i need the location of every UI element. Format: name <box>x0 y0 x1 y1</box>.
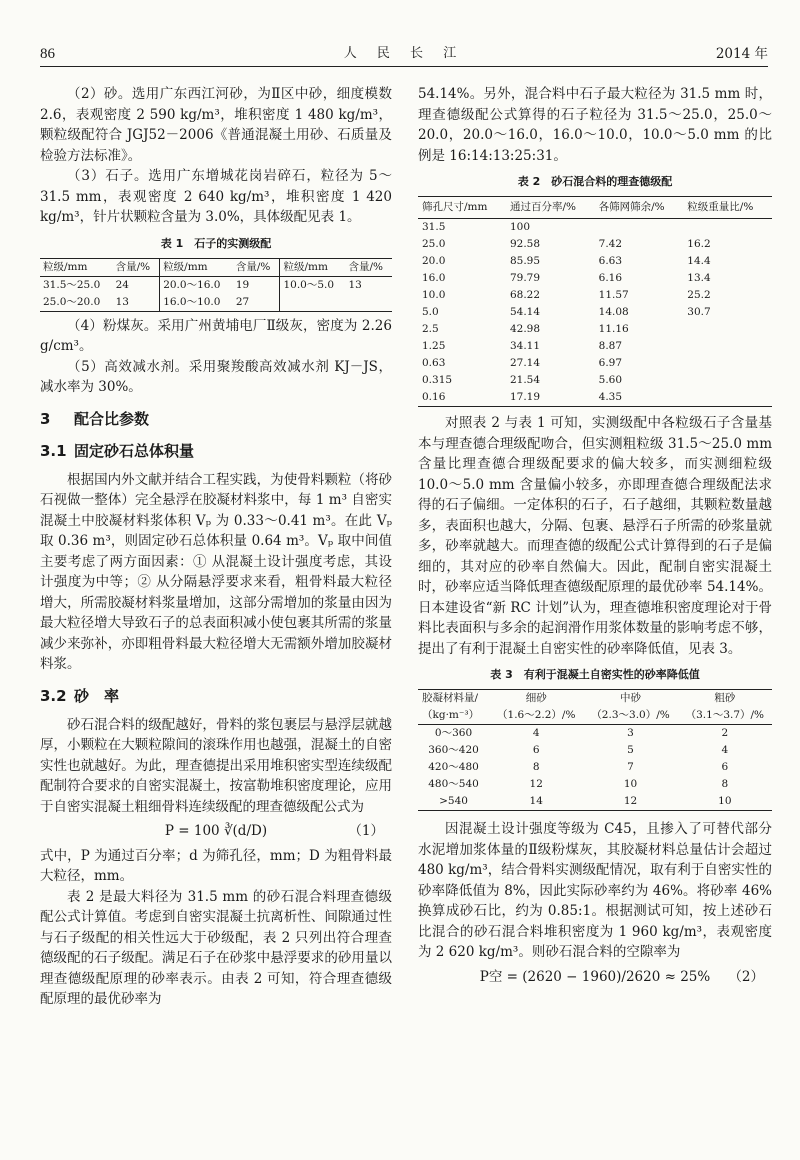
table2-header-cell: 各筛网筛余/% <box>595 197 684 219</box>
table3-header-row <box>418 707 772 725</box>
table3-cell: 2 <box>721 727 729 739</box>
table3-cell: 6 <box>721 761 729 773</box>
table2-cell: 25.0 <box>422 238 446 250</box>
table2-cell: 11.16 <box>598 323 629 335</box>
table2-cell: 0.16 <box>422 391 446 403</box>
table3-cell: 3 <box>627 727 634 739</box>
table2-cell <box>683 389 772 407</box>
formula-2 <box>418 967 772 988</box>
table1-cell: 19 <box>235 278 250 291</box>
table2-cell: 31.5 <box>422 221 446 233</box>
table1-cell: 13 <box>348 278 362 291</box>
section-number: 3 <box>40 409 51 428</box>
body-paragraph: 因混凝土设计强度等级为 C45，且掺入了可替代部分水泥增加浆体量的Ⅱ级粉煤灰，其胶凝材料总量估计会超过 480 kg/m³，结合骨料实测级配情况，取有利于自密实性的砂率降低值为 8%，因此实际砂率约为 46%。将砂率 46% 换算成砂石比，约为 0.85:1。根据测试可知，按上述砂石比混合的砂石混合料堆积密度为 1 960 kg/m³，表观密度为 2 620 kg/m³。则砂石混合料的空隙率为 <box>418 821 772 960</box>
body-paragraph: 式中，P 为通过百分率；d 为筛孔径，mm；D 为粗骨料最大粒径，mm。 <box>40 847 392 884</box>
table2 <box>418 196 772 407</box>
table-row <box>418 793 772 811</box>
table2-cell: 25.2 <box>687 289 711 301</box>
table2-cell <box>683 338 772 355</box>
page-number: 86 <box>40 46 55 62</box>
table-row <box>418 287 772 304</box>
table-row <box>418 338 772 355</box>
table1-header-cell: 粒级/mm <box>280 258 346 276</box>
table3-cell: >540 <box>439 795 468 807</box>
table3-cell: 7 <box>627 761 634 773</box>
table3-caption: 表 3 有利于混凝土自密实性的砂率降低值 <box>490 668 700 681</box>
section-title: 固定砂石总体积量 <box>74 441 195 460</box>
table2-header-cell: 通过百分率/% <box>506 197 595 219</box>
reducer-paragraph: （5）高效减水剂。采用聚羧酸高效减水剂 KJ－JS，减水率为 30%。 <box>40 358 392 395</box>
table2-cell: 42.98 <box>509 323 541 335</box>
table1-caption: 表 1 石子的实测级配 <box>160 236 272 250</box>
table-row <box>418 389 772 407</box>
table2-cell: 100 <box>509 221 531 233</box>
table2-cell: 2.5 <box>422 323 439 335</box>
table2-cell: 54.14 <box>509 306 541 318</box>
table1-cell: 25.0～20.0 <box>43 295 101 308</box>
table-row <box>418 742 772 759</box>
table2-cell: 10.0 <box>422 289 446 301</box>
table-row <box>418 725 772 743</box>
table3-cell: 0～360 <box>434 727 473 739</box>
table3-cell: 10 <box>718 795 732 807</box>
table2-cell: 16.2 <box>687 238 711 250</box>
section-heading <box>40 408 392 430</box>
table2-cell: 68.22 <box>509 289 541 301</box>
table1-cell: 31.5～25.0 <box>43 278 101 291</box>
table2-cell: 0.63 <box>422 357 446 369</box>
section-number: 3.2 <box>40 686 67 705</box>
table3-cell: 10 <box>623 778 638 790</box>
table1-cell: 24 <box>115 278 129 291</box>
table3-cell: 12 <box>623 795 638 807</box>
body-paragraph: 54.14%。另外，混合料中石子最大粒径为 31.5 mm 时，理查德级配公式算得的石子粒径为 31.5～25.0，25.0～20.0，20.0～16.0，16.0～10.0，10.0～5.0 mm 的比例是 16:14:13:25:31。 <box>418 86 772 164</box>
table3-header-cell: 粗砂 <box>714 692 736 704</box>
table-row <box>418 219 772 237</box>
table3-cell: 5 <box>627 744 634 756</box>
right-column <box>418 84 772 991</box>
table3-header-cell: （2.3～3.0）/% <box>591 709 670 721</box>
table-row <box>418 304 772 321</box>
table3-header-cell: （kg·m⁻³） <box>422 709 480 721</box>
table2-cell: 5.60 <box>598 374 623 386</box>
table1-header-cell: 含量/% <box>235 260 271 273</box>
table1-cell <box>345 294 392 312</box>
formula-1 <box>40 821 392 842</box>
table1-header-cell: 含量/% <box>115 260 151 273</box>
table2-header-cell: 粒级重量比/% <box>683 197 772 219</box>
table1-cell: 27 <box>235 295 250 308</box>
table3-cell: 480～540 <box>428 778 479 790</box>
body-paragraph: 根据国内外文献并结合工程实践，为使骨料颗粒（将砂石视做一整体）完全悬浮在胶凝材料浆中，每 1 m³ 自密实混凝土中胶凝材料浆体积 Vₚ 为 0.33～0.41 m³。在此 Vₚ 取 0.36 m³，则固定砂石总体积量 0.64 m³。Vₚ 取中间值主要考虑了两方面因素：① 从混凝土设计强度考虑，其设计强度为中等；② 从分隔悬浮要求来看，粗骨料最大粒径增大，所需胶凝材料浆量增加，这部分需增加的浆量由因为最大粒径增大导致石子的总表面积减小使包裹其所需的浆量减少来弥补，亦即粗骨料最大粒径增大无需额外增加胶凝材料浆。 <box>40 471 392 672</box>
issue-year: 2014 年 <box>715 46 768 62</box>
table2-header-row <box>418 197 772 219</box>
table2-cell: 6.63 <box>598 255 623 267</box>
table-row <box>418 355 772 372</box>
table-row <box>418 236 772 253</box>
table3-cell: 14 <box>529 795 543 807</box>
formula-expression: P = 100 ∛(d/D) <box>164 823 268 839</box>
body-paragraph: 对照表 2 与表 1 可知，实测级配中各粒级石子含量基本与理查德合理级配吻合，但实测粗粒级 31.5～25.0 mm 含量比理查德合理级配要求的偏大较多，而实测细粒级 10.0～5.0 mm 含量偏小较多，亦即理查德合理级配法求得的石子偏细。一定体积的石子，石子越细，其颗粒数量越多，表面积也越大，分隔、包裹、悬浮石子所需的砂浆量就多，砂率就越大。而理查德的级配公式计算得到的石子是偏细的，其对应的砂率自然偏大。因此，配制自密实混凝土时，砂率应适当降低理查德级配原理的最优砂率 54.14%。日本建设省“新 RC 计划”认为，理查德堆积密度理论对于骨料比表面积与多余的起润滑作用浆体数量的影响考虑不够，提出了有利于混凝土自密实性的砂率降低值，见表 3。 <box>418 415 772 657</box>
table1-header-row <box>40 258 392 276</box>
table1-header-cell: 粒级/mm <box>160 258 233 276</box>
table1 <box>40 258 392 312</box>
left-column <box>40 84 392 1010</box>
table2-cell <box>683 219 772 237</box>
table2-header-cell: 筛孔尺寸/mm <box>418 197 506 219</box>
table1-cell: 13 <box>115 295 129 308</box>
table1-header-cell: 粒级/mm <box>43 260 88 273</box>
table1-header-cell: 含量/% <box>348 260 383 273</box>
table3-cell: 4 <box>721 744 729 756</box>
table1-cell: 20.0～16.0 <box>160 276 233 294</box>
table2-cell: 6.97 <box>598 357 623 369</box>
table2-cell <box>683 355 772 372</box>
table2-cell: 17.19 <box>509 391 541 403</box>
table2-cell: 34.11 <box>509 340 541 352</box>
table3-header-cell: （1.6～2.2）/% <box>497 709 576 721</box>
table3-header-cell: 细砂 <box>525 692 547 704</box>
table2-cell: 21.54 <box>509 374 541 386</box>
section-title: 砂 率 <box>74 686 120 705</box>
body-paragraph: 砂石混合料的级配越好，骨料的浆包裹层与悬浮层就越厚，小颗粒在大颗粒隙间的滚珠作用也越强，混凝土的自密实性也就越好。为此，理查德提出采用堆积密实型连续级配配制符合要求的自密实混凝土，按富勒堆积密度理论，应用于自密实混凝土粗细骨料连续级配的理查德级配公式为 <box>40 716 392 815</box>
table2-cell: 20.0 <box>422 255 446 267</box>
table2-cell: 0.315 <box>422 374 453 386</box>
table-row <box>40 294 392 312</box>
table-row <box>418 253 772 270</box>
table1-cell <box>280 294 346 312</box>
table2-cell: 6.16 <box>598 272 623 284</box>
table2-cell: 79.79 <box>509 272 541 284</box>
table2-cell: 11.57 <box>598 289 629 301</box>
table3-cell: 360～420 <box>428 744 479 756</box>
table3-cell: 8 <box>532 761 540 773</box>
flyash-paragraph: （4）粉煤灰。采用广州黄埔电厂Ⅱ级灰，密度为 2.26 g/cm³。 <box>40 317 392 354</box>
table2-cell: 7.42 <box>598 238 623 250</box>
table-row <box>418 372 772 389</box>
formula-expression: P空 = (2620 − 1960)/2620 ≈ 25% <box>479 968 711 985</box>
table-row <box>418 321 772 338</box>
table2-cell: 16.0 <box>422 272 446 284</box>
table2-cell: 5.0 <box>422 306 439 318</box>
table3 <box>418 689 772 811</box>
table2-cell: 14.4 <box>687 255 711 267</box>
table-row <box>418 270 772 287</box>
section-title: 配合比参数 <box>74 409 150 428</box>
table3-header-cell: （3.1～3.7）/% <box>685 709 765 721</box>
table3-cell: 420～480 <box>428 761 479 773</box>
equation-number: （2） <box>728 968 764 985</box>
journal-title: 人 民 长 江 <box>343 46 465 61</box>
table2-cell <box>683 372 772 389</box>
table1-cell: 16.0～10.0 <box>160 294 233 312</box>
table2-cell: 92.58 <box>509 238 541 250</box>
table3-cell: 12 <box>529 778 543 790</box>
equation-number: （1） <box>348 823 384 839</box>
page-header <box>40 44 768 67</box>
stone-paragraph: （3）石子。选用广东增城花岗岩碎石，粒径为 5～31.5 mm，表观密度 2 640 kg/m³，堆积密度 1 420 kg/m³，针片状颗粒含量为 3.0%，具体级配见表 1。 <box>40 168 392 225</box>
table3-cell: 6 <box>532 744 540 756</box>
sand-paragraph: （2）砂。选用广东西江河砂，为Ⅱ区中砂，细度模数 2.6，表观密度 2 590 kg/m³，堆积密度 1 480 kg/m³，颗粒级配符合 JGJ52－2006《普通混凝土用砂、石质量及检验方法标准》。 <box>40 86 392 164</box>
table2-cell <box>683 321 772 338</box>
table2-cell: 1.25 <box>422 340 446 352</box>
table2-cell: 14.08 <box>598 306 629 318</box>
table3-header-cell: 胶凝材料量/ <box>422 692 479 704</box>
table2-cell: 4.35 <box>598 391 623 403</box>
table2-cell: 30.7 <box>687 306 711 318</box>
table2-cell: 27.14 <box>509 357 541 369</box>
section-number: 3.1 <box>40 441 67 460</box>
table2-caption: 表 2 砂石混合料的理查德级配 <box>517 175 673 188</box>
table2-cell: 8.87 <box>598 340 623 352</box>
table2-cell: 85.95 <box>509 255 541 267</box>
table2-cell: 13.4 <box>687 272 711 284</box>
table-row <box>418 776 772 793</box>
table1-cell: 10.0～5.0 <box>280 276 346 294</box>
body-paragraph: 表 2 是最大料径为 31.5 mm 的砂石混合料理查德级配公式计算值。考虑到自密实混凝土抗离析性、间隙通过性与石子级配的相关性远大于砂级配，表 2 只列出符合理查德级配的石子级配。满足石子在砂浆中悬浮要求的砂用量以理查德级配原理的砂率表示。由表 2 可知，符合理查德级配原理的最优砂率为 <box>40 888 392 1007</box>
table3-cell: 4 <box>532 727 540 739</box>
table2-cell <box>595 219 684 237</box>
subsection-heading <box>40 685 392 707</box>
subsection-heading <box>40 440 392 462</box>
table-row <box>418 759 772 776</box>
table3-header-row <box>418 690 772 708</box>
table3-cell: 8 <box>721 778 729 790</box>
table-row <box>40 276 392 294</box>
table3-header-cell: 中砂 <box>620 692 642 704</box>
